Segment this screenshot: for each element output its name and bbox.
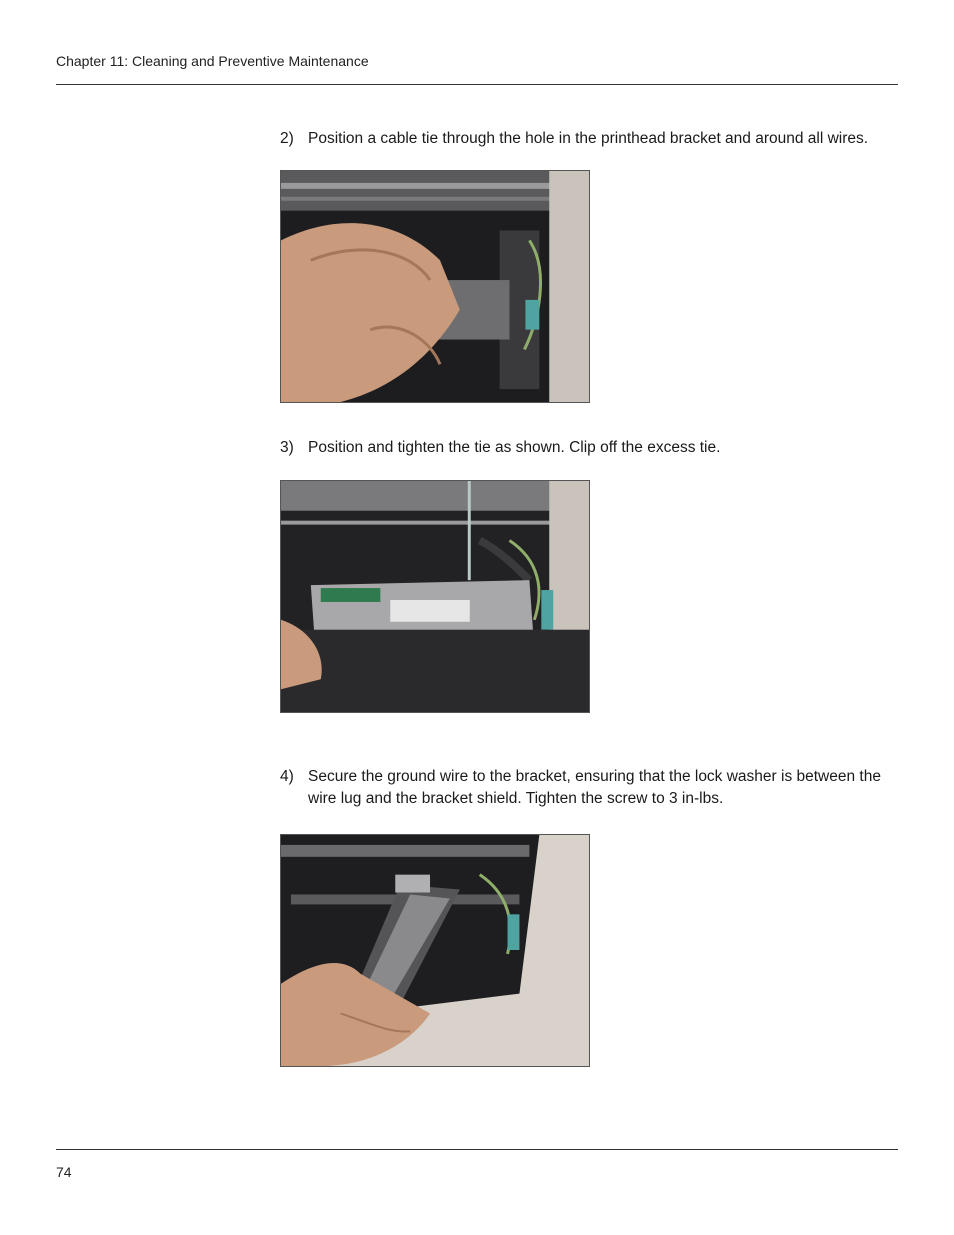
- footer-rule: [56, 1149, 898, 1150]
- step-number: 2): [280, 130, 294, 147]
- step-text: Secure the ground wire to the bracket, ensuring that the lock washer is between the wire lug and the bracket shield. Tighten the screw to 3 in-lbs.: [308, 768, 881, 807]
- step-text: Position and tighten the tie as shown. Clip off the excess tie.: [308, 439, 721, 456]
- header-rule: [56, 84, 898, 85]
- photo-ground-wire: [280, 834, 590, 1067]
- page-number: 74: [56, 1164, 72, 1180]
- step-3: [280, 437, 900, 459]
- step-number: 3): [280, 439, 294, 456]
- photo-tie-tightened: [280, 480, 590, 713]
- step-text: Position a cable tie through the hole in the printhead bracket and around all wires.: [308, 130, 869, 147]
- step-number: 4): [280, 768, 294, 785]
- photo-cable-tie-insert: [280, 170, 590, 403]
- step-4: [280, 766, 900, 810]
- step-2: [280, 128, 900, 150]
- running-header: Chapter 11: Cleaning and Preventive Maintenance: [56, 53, 369, 69]
